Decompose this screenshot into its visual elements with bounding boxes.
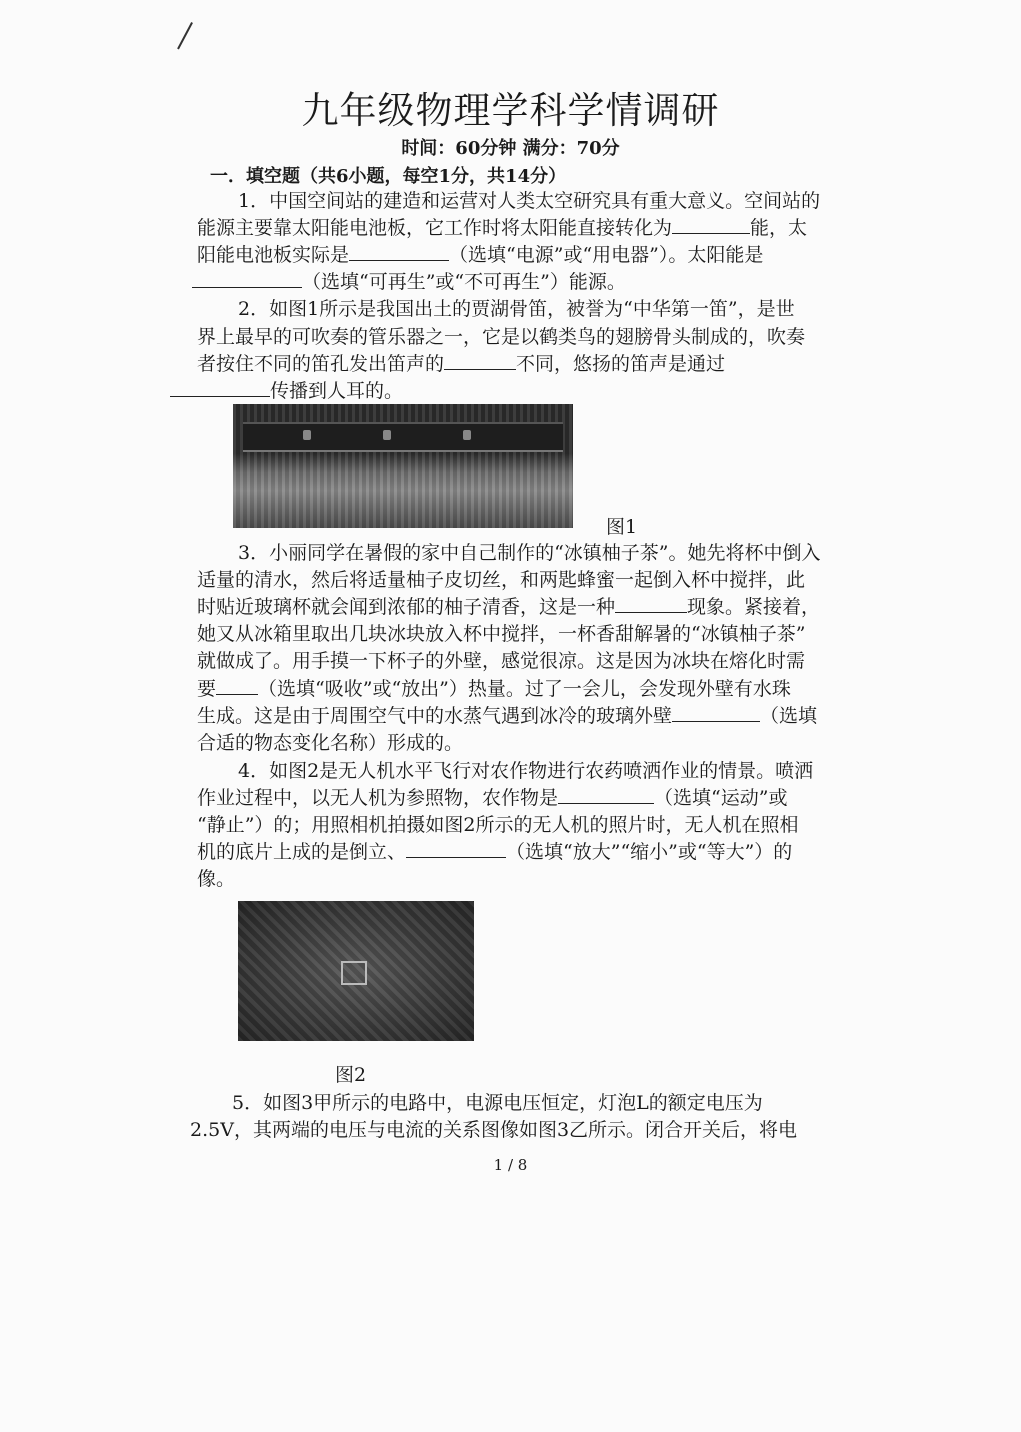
figure-1-bone-flute	[233, 404, 573, 528]
answer-blank[interactable]	[444, 351, 516, 370]
answer-blank[interactable]	[170, 378, 270, 397]
answer-blank[interactable]	[406, 839, 506, 858]
answer-blank[interactable]	[672, 703, 760, 722]
answer-blank[interactable]	[672, 215, 750, 234]
q4-line-3: “静止”）的；用照相机拍摄如图2所示的无人机的照片时，无人机在照相	[197, 814, 799, 836]
q3-line-2: 适量的清水，然后将适量柚子皮切丝，和两匙蜂蜜一起倒入杯中搅拌，此	[197, 569, 806, 591]
exam-info: 时间：60分钟 满分：70分	[401, 138, 620, 159]
q2-line-3: 者按住不同的笛孔发出笛声的 不同，悠扬的笛声是通过	[197, 353, 726, 375]
page-number: 1 / 8	[493, 1156, 528, 1174]
q1-line-2: 能源主要靠太阳能电池板，它工作时将太阳能直接转化为 能，太	[197, 217, 808, 239]
q4-line-4: 机的底片上成的是倒立、 （选填“放大”“缩小”或“等大”）的	[197, 841, 793, 863]
section-heading: 一．填空题（共6小题，每空1分，共14分）	[210, 166, 567, 187]
q1-line-4: （选填“可再生”或“不可再生”）能源。	[192, 269, 626, 295]
q4-line-2: 作业过程中，以无人机为参照物，农作物是 （选填“运动”或	[197, 787, 788, 809]
q2-line-2: 界上最早的可吹奏的管乐器之一，它是以鹤类鸟的翅膀骨头制成的，吹奏	[197, 326, 806, 348]
flute-image	[243, 422, 563, 452]
figure-2-caption: 图2	[335, 1064, 367, 1086]
q3-line-5: 就做成了。用手摸一下杯子的外壁，感觉很凉。这是因为冰块在熔化时需	[197, 650, 806, 672]
q3-line-7: 生成。这是由于周围空气中的水蒸气遇到冰冷的玻璃外壁 （选填	[197, 705, 818, 727]
answer-blank[interactable]	[615, 594, 687, 613]
q3-line-8: 合适的物态变化名称）形成的。	[197, 732, 464, 754]
q3-line-3: 时贴近玻璃杯就会闻到浓郁的柚子清香，这是一种 现象。紧接着，	[197, 596, 821, 618]
q3-line-4: 她又从冰箱里取出几块冰块放入杯中搅拌，一杯香甜解暑的“冰镇柚子茶”	[197, 623, 806, 645]
pen-mark	[177, 22, 193, 49]
q2-line-1: 2．如图1所示是我国出土的贾湖骨笛，被誉为“中华第一笛”，是世	[238, 298, 795, 320]
q2-line-4: 传播到人耳的。	[170, 378, 403, 404]
answer-blank[interactable]	[558, 785, 654, 804]
page-title: 九年级物理学科学情调研	[301, 89, 720, 132]
answer-blank[interactable]	[192, 269, 302, 288]
figure-2-drone	[238, 901, 474, 1041]
figure-1-caption: 图1	[606, 516, 638, 538]
q1-line-1: 1．中国空间站的建造和运营对人类太空研究具有重大意义。空间站的	[238, 190, 821, 212]
q3-line-6: 要 （选填“吸收”或“放出”）热量。过了一会儿，会发现外壁有水珠	[197, 678, 791, 700]
q5-line-2: 2.5V，其两端的电压与电流的关系图像如图3乙所示。闭合开关后，将电	[190, 1119, 798, 1141]
flute-hole	[383, 430, 391, 440]
answer-blank[interactable]	[349, 242, 449, 261]
answer-blank[interactable]	[216, 676, 258, 695]
q4-line-5: 像。	[197, 868, 236, 890]
q1-line-3: 阳能电池板实际是 （选填“电源”或“用电器”）。太阳能是	[197, 244, 764, 266]
q3-line-1: 3．小丽同学在暑假的家中自己制作的“冰镇柚子茶”。她先将杯中倒入	[238, 542, 821, 564]
q5-line-1: 5．如图3甲所示的电路中，电源电压恒定，灯泡L的额定电压为	[232, 1092, 763, 1114]
drone-icon	[341, 961, 367, 985]
flute-hole	[463, 430, 471, 440]
flute-hole	[303, 430, 311, 440]
q4-line-1: 4．如图2是无人机水平飞行对农作物进行农药喷洒作业的情景。喷洒	[238, 760, 814, 782]
